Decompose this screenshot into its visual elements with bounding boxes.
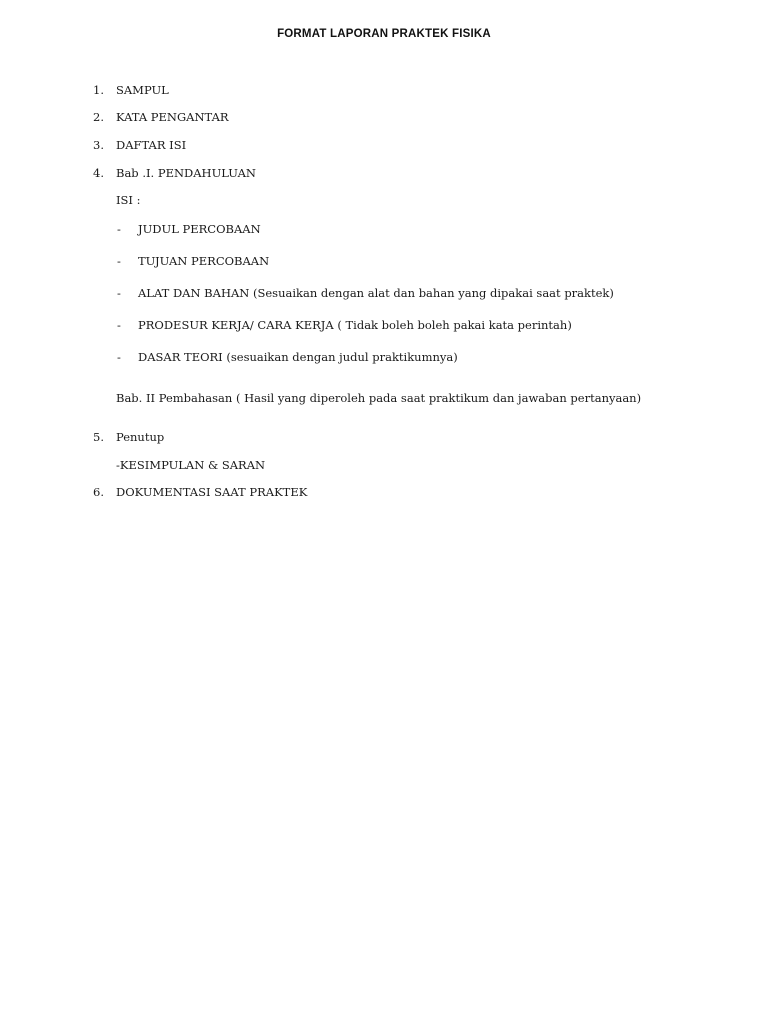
sub-item-text: ALAT DAN BAHAN (Sesuaikan dengan alat dan bahan yang dipakai saat praktek) (138, 286, 614, 300)
item-number: 6. (93, 485, 104, 499)
dash-bullet: - (117, 318, 121, 332)
dash-bullet: - (117, 254, 121, 268)
dash-bullet: - (117, 222, 121, 236)
document-title: FORMAT LAPORAN PRAKTEK FISIKA (277, 28, 491, 40)
list-item-text: DAFTAR ISI (116, 138, 187, 152)
list-item-text: SAMPUL (116, 83, 169, 97)
dash-bullet: - (117, 350, 121, 364)
item-number: 5. (93, 430, 104, 444)
sub-item-text: JUDUL PERCOBAAN (138, 222, 261, 236)
sub-item-text: DASAR TEORI (sesuaikan dengan judul praktikumnya) (138, 350, 458, 364)
list-item-text: DOKUMENTASI SAAT PRAKTEK (116, 485, 308, 499)
dash-bullet: - (117, 286, 121, 300)
list-item-text: Bab .I. PENDAHULUAN (116, 166, 256, 180)
sub-item-text: -KESIMPULAN & SARAN (116, 458, 266, 472)
item-number: 1. (93, 83, 104, 97)
sub-item-text: TUJUAN PERCOBAAN (138, 254, 270, 268)
item-number: 3. (93, 138, 104, 152)
item-number: 4. (93, 166, 104, 180)
list-item-text: KATA PENGANTAR (116, 110, 229, 124)
sub-item-text: PRODESUR KERJA/ CARA KERJA ( Tidak boleh boleh pakai kata perintah) (138, 318, 572, 332)
isi-label: ISI : (116, 193, 141, 207)
item-number: 2. (93, 110, 104, 124)
bab-two-text: Bab. II Pembahasan ( Hasil yang diperoleh pada saat praktikum dan jawaban pertanyaan) (116, 391, 642, 405)
list-item-text: Penutup (116, 430, 165, 444)
